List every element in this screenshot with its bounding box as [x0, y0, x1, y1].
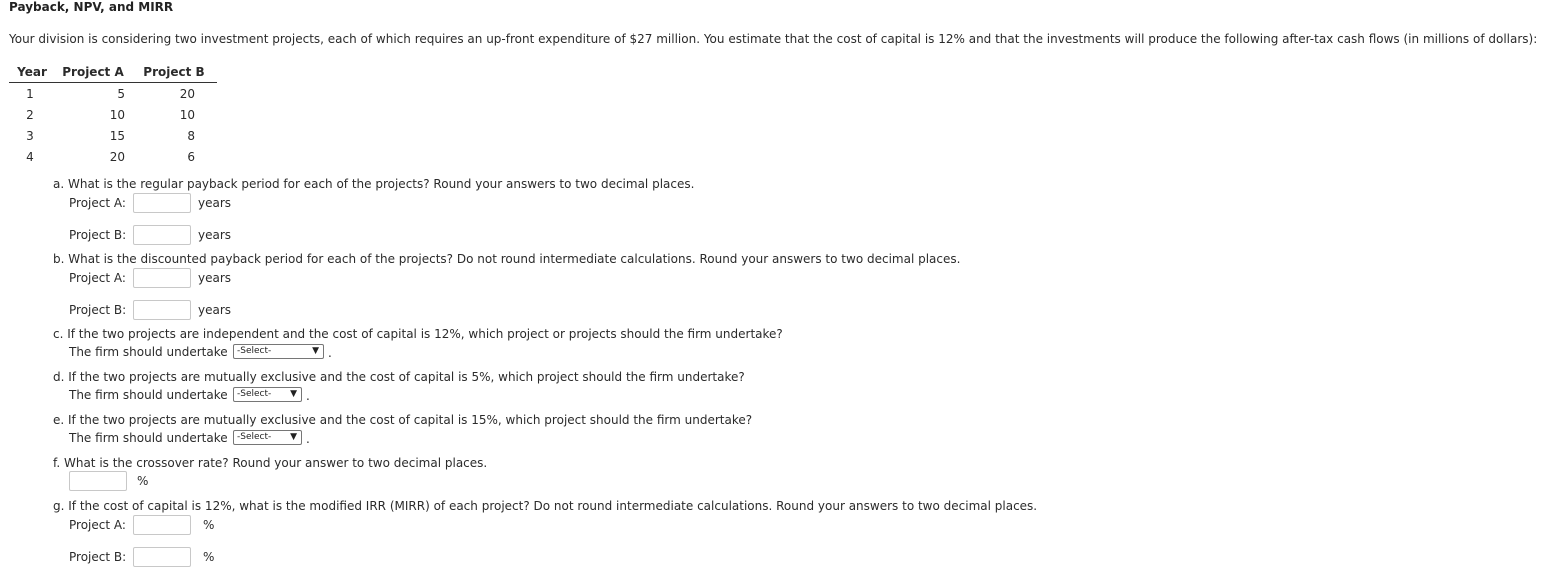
select-value: -Select-	[237, 432, 272, 442]
cell-year: 2	[26, 107, 34, 122]
table-row	[9, 146, 217, 167]
cell-project-b: 10	[179, 107, 195, 122]
question-a: a. What is the regular payback period for each of the projects? Round your answers to two decimal places.	[53, 177, 695, 191]
unit-label: years	[198, 196, 232, 210]
exclusive-5pct-select[interactable]	[233, 387, 302, 402]
table-row	[9, 125, 217, 146]
mirr-project-b-input[interactable]	[133, 547, 191, 567]
undertake-prompt: The firm should undertake	[69, 431, 228, 445]
chevron-down-icon: ▼	[290, 389, 297, 399]
cell-project-b: 8	[187, 128, 195, 143]
unit-label: years	[198, 228, 232, 242]
project-a-label: Project A:	[69, 196, 126, 210]
cell-project-b: 6	[187, 149, 195, 164]
project-b-label: Project B:	[69, 303, 127, 317]
cell-project-a: 15	[109, 128, 125, 143]
chevron-down-icon: ▼	[290, 432, 297, 442]
project-b-label: Project B:	[69, 228, 127, 242]
header-project-b: Project B	[131, 64, 217, 83]
table-row	[9, 83, 217, 105]
header-project-a: Project A	[55, 64, 131, 83]
undertake-prompt: The firm should undertake	[69, 388, 228, 402]
percent-label: %	[203, 550, 215, 564]
project-b-label: Project B:	[69, 550, 127, 564]
table-header-row	[9, 64, 217, 83]
chevron-down-icon: ▼	[312, 346, 319, 356]
cash-flow-table	[9, 64, 217, 167]
question-d: d. If the two projects are mutually exclusive and the cost of capital is 5%, which project should the firm undertake?	[53, 370, 745, 384]
independent-select[interactable]	[233, 344, 324, 359]
project-a-label: Project A:	[69, 518, 126, 532]
cell-year: 1	[26, 86, 34, 101]
intro-text: Your division is considering two investment projects, each of which requires an up-front expenditure of $27 million. You estimate that the cost of capital is 12% and that the investments will produce the following after-tax cash flows (in millions of dollars):	[9, 32, 1538, 46]
project-a-label: Project A:	[69, 271, 126, 285]
discounted-payback-project-a-input[interactable]	[133, 268, 191, 288]
question-f: f. What is the crossover rate? Round your answer to two decimal places.	[53, 456, 488, 470]
undertake-prompt: The firm should undertake	[69, 345, 228, 359]
unit-label: years	[198, 271, 232, 285]
cell-project-a: 5	[117, 86, 125, 101]
discounted-payback-project-b-input[interactable]	[133, 300, 191, 320]
percent-label: %	[203, 518, 215, 532]
question-c: c. If the two projects are independent and the cost of capital is 12%, which project or projects should the firm undertake?	[53, 327, 783, 341]
header-year: Year	[9, 64, 55, 83]
question-g: g. If the cost of capital is 12%, what is the modified IRR (MIRR) of each project? Do not round intermediate calculations. Round your answers to two decimal places.	[53, 499, 1038, 513]
cell-project-a: 20	[109, 149, 125, 164]
cell-project-a: 10	[109, 107, 125, 122]
regular-payback-project-a-input[interactable]	[133, 193, 191, 213]
page-title: Payback, NPV, and MIRR	[9, 0, 174, 14]
cell-project-b: 20	[179, 86, 195, 101]
table-row	[9, 104, 217, 125]
question-b: b. What is the discounted payback period for each of the projects? Do not round intermediate calculations. Round your answers to two decimal places.	[53, 252, 961, 266]
cell-year: 3	[26, 128, 34, 143]
select-value: -Select-	[237, 389, 272, 399]
mirr-project-a-input[interactable]	[133, 515, 191, 535]
unit-label: years	[198, 303, 232, 317]
exclusive-15pct-select[interactable]	[233, 430, 302, 445]
question-e: e. If the two projects are mutually exclusive and the cost of capital is 15%, which project should the firm undertake?	[53, 413, 753, 427]
select-value: -Select-	[237, 346, 272, 356]
regular-payback-project-b-input[interactable]	[133, 225, 191, 245]
cell-year: 4	[26, 149, 34, 164]
crossover-rate-input[interactable]	[69, 471, 127, 491]
percent-label: %	[137, 474, 149, 488]
